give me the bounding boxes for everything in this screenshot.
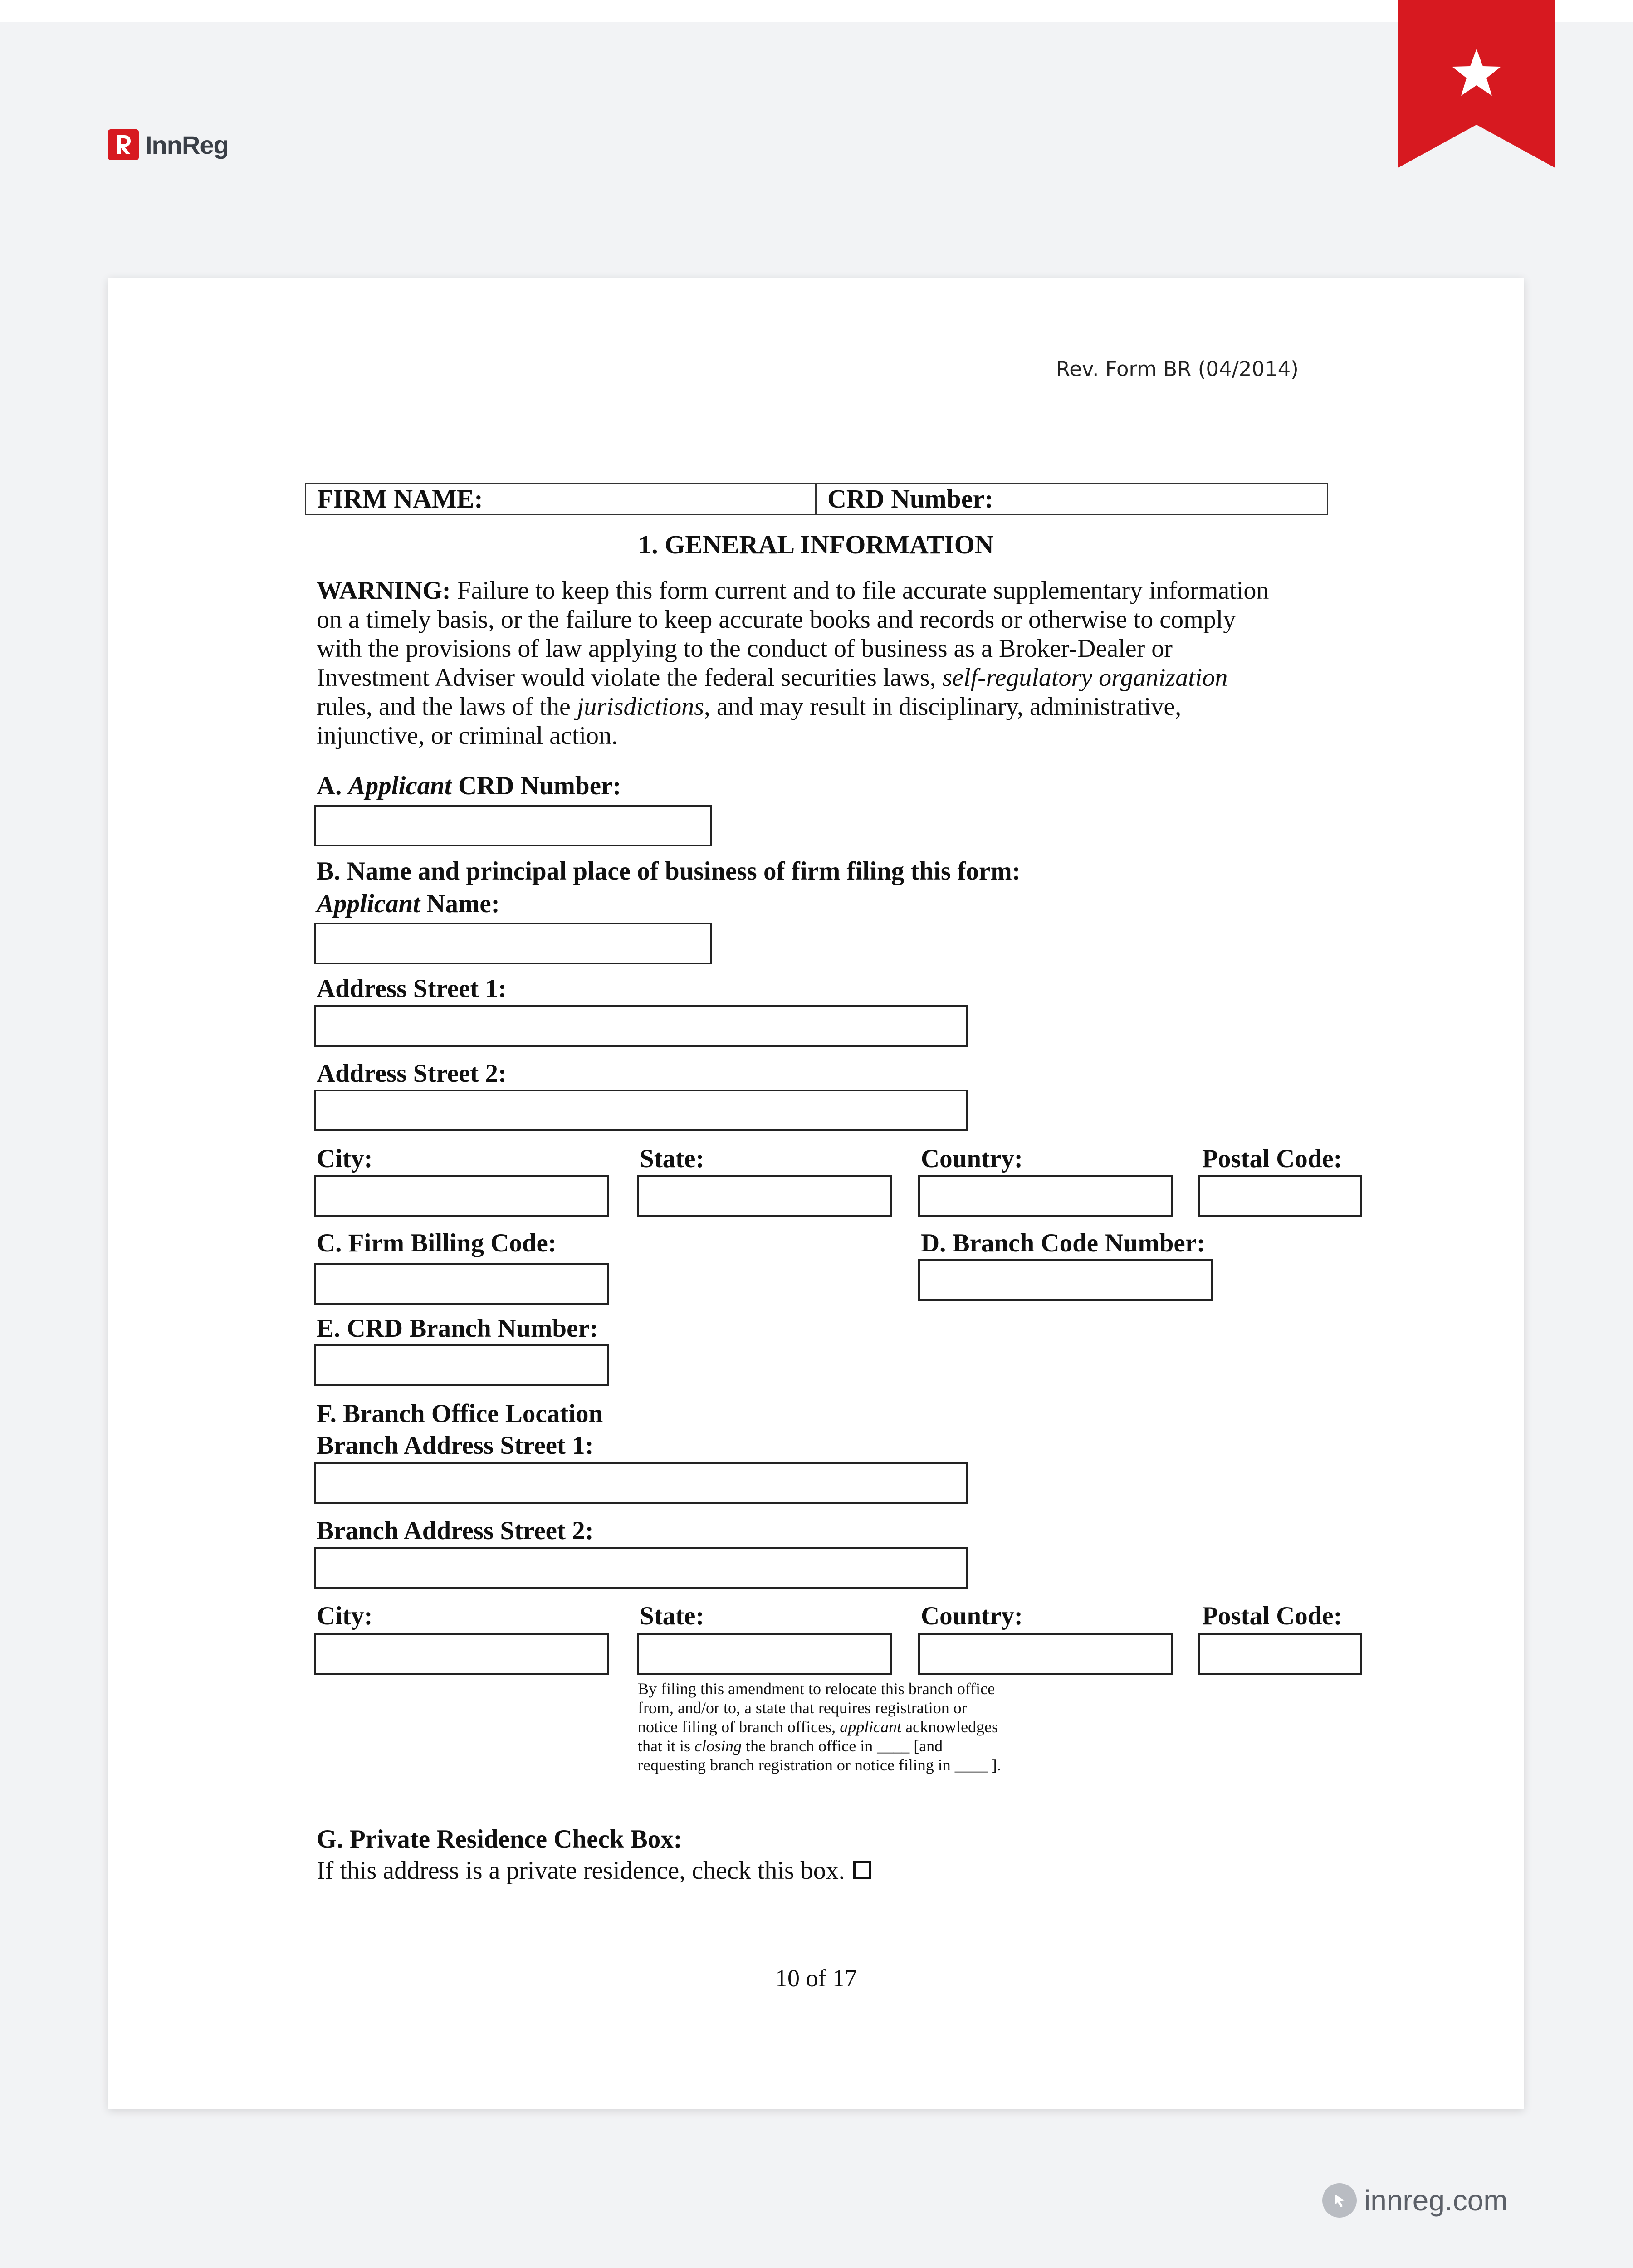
logo-r-icon bbox=[108, 129, 139, 160]
section-title: 1. GENERAL INFORMATION bbox=[638, 530, 994, 559]
f-postal-input[interactable] bbox=[1198, 1633, 1362, 1675]
warning-italic-2: jurisdictions bbox=[577, 693, 704, 721]
applicant-name-label bbox=[317, 889, 500, 919]
firm-billing-code-label: C. Firm Billing Code: bbox=[317, 1229, 557, 1257]
a-prefix: A. bbox=[317, 772, 348, 800]
section-b-title: B. Name and principal place of business of firm filing this form: bbox=[317, 857, 1021, 885]
branch-street-2-label: Branch Address Street 2: bbox=[317, 1516, 594, 1545]
applicant-crd-label bbox=[317, 771, 621, 801]
branch-code-number-label: D. Branch Code Number: bbox=[921, 1229, 1205, 1257]
b-country-label: Country: bbox=[921, 1144, 1023, 1173]
logo-text: InnReg bbox=[145, 130, 229, 159]
warning-paragraph bbox=[317, 576, 1283, 750]
a-italic: Applicant bbox=[348, 772, 452, 800]
b-city-input[interactable] bbox=[314, 1175, 609, 1217]
applicant-crd-input[interactable] bbox=[314, 805, 712, 846]
b-postal-input[interactable] bbox=[1198, 1175, 1362, 1217]
address-street-1-label: Address Street 1: bbox=[317, 974, 507, 1003]
b-city-label: City: bbox=[317, 1144, 373, 1173]
footer-url: innreg.com bbox=[1364, 2184, 1508, 2217]
crd-branch-number-label: E. CRD Branch Number: bbox=[317, 1314, 598, 1343]
f-country-input[interactable] bbox=[918, 1633, 1173, 1675]
private-residence-row bbox=[317, 1856, 871, 1885]
note-text-3: the branch office in ____ [and requesting branch registration or notice filing in ____ ]. bbox=[638, 1737, 1001, 1774]
note-italic-2: closing bbox=[694, 1737, 742, 1755]
form-revision: Rev. Form BR (04/2014) bbox=[1056, 357, 1299, 381]
innreg-logo[interactable] bbox=[108, 129, 229, 160]
b-country-input[interactable] bbox=[918, 1175, 1173, 1217]
address-street-1-input[interactable] bbox=[314, 1005, 968, 1047]
warning-italic-1: self-regulatory organization bbox=[942, 664, 1228, 692]
warning-lead: WARNING: bbox=[317, 577, 451, 605]
warning-text-2: rules, and the laws of the bbox=[317, 693, 577, 721]
private-residence-title: G. Private Residence Check Box: bbox=[317, 1825, 682, 1853]
b-postal-label: Postal Code: bbox=[1202, 1144, 1342, 1173]
address-street-2-input[interactable] bbox=[314, 1090, 968, 1131]
b-name-italic: Applicant bbox=[317, 890, 420, 918]
f-postal-label: Postal Code: bbox=[1202, 1602, 1342, 1630]
private-residence-text: If this address is a private residence, check this box. bbox=[317, 1857, 845, 1885]
branch-code-number-input[interactable] bbox=[918, 1259, 1213, 1301]
applicant-name-input[interactable] bbox=[314, 923, 712, 964]
branch-street-2-input[interactable] bbox=[314, 1547, 968, 1589]
crd-branch-number-input[interactable] bbox=[314, 1344, 609, 1386]
b-state-label: State: bbox=[640, 1144, 704, 1173]
firm-header-table bbox=[305, 483, 1328, 515]
relocation-note bbox=[638, 1679, 1010, 1774]
warning-text-1: Failure to keep this form current and to file accurate supplementary information on a timely basis, or the failure to keep accurate books and records or otherwise to comply with the provisions of law applying to the conduct of business as a Broker-Dealer or Investment Adviser would violate the federal securities laws, bbox=[317, 577, 1269, 692]
branch-street-1-label: Branch Address Street 1: bbox=[317, 1431, 594, 1460]
private-residence-checkbox[interactable] bbox=[853, 1861, 871, 1879]
f-country-label: Country: bbox=[921, 1602, 1023, 1630]
warning-text-3: , and may result in disciplinary, administrative, injunctive, or criminal action. bbox=[317, 693, 1182, 750]
f-city-label: City: bbox=[317, 1602, 373, 1630]
form-page bbox=[108, 278, 1524, 2109]
firm-billing-code-input[interactable] bbox=[314, 1263, 609, 1305]
f-state-label: State: bbox=[640, 1602, 704, 1630]
firm-name-label: FIRM NAME: bbox=[306, 484, 816, 514]
note-italic-1: applicant bbox=[840, 1718, 902, 1736]
crd-number-label: CRD Number: bbox=[827, 484, 993, 513]
b-state-input[interactable] bbox=[637, 1175, 892, 1217]
branch-street-1-input[interactable] bbox=[314, 1462, 968, 1504]
note-text-2: acknowledges that it is bbox=[638, 1718, 998, 1755]
branch-office-location-title: F. Branch Office Location bbox=[317, 1399, 603, 1428]
bookmark-ribbon[interactable] bbox=[1398, 0, 1555, 168]
note-text-1: By filing this amendment to relocate this branch office from, and/or to, a state that requires registration or notice filing of branch offices, bbox=[638, 1680, 995, 1736]
a-suffix: CRD Number: bbox=[451, 772, 621, 800]
page-number: 10 of 17 bbox=[775, 1965, 857, 1992]
f-state-input[interactable] bbox=[637, 1633, 892, 1675]
footer-link[interactable] bbox=[1322, 2183, 1508, 2218]
b-name-suffix: Name: bbox=[420, 890, 500, 918]
f-city-input[interactable] bbox=[314, 1633, 609, 1675]
top-strip bbox=[0, 0, 1633, 22]
address-street-2-label: Address Street 2: bbox=[317, 1059, 507, 1088]
cursor-icon bbox=[1322, 2183, 1357, 2218]
